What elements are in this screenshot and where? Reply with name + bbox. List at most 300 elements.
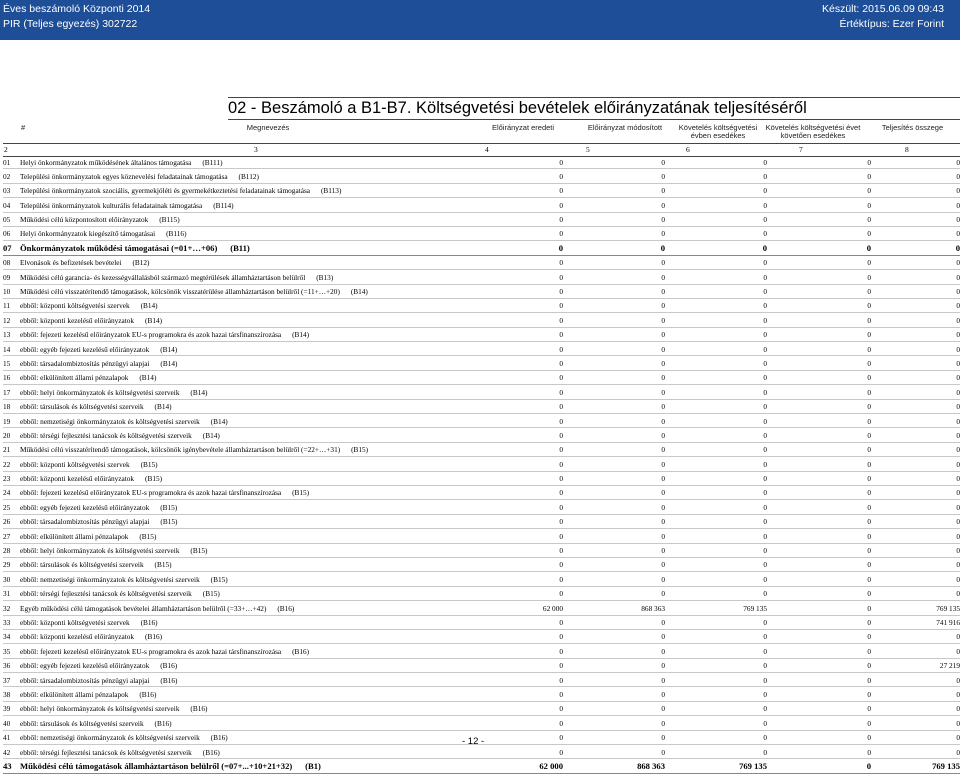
row-number: 24 <box>3 488 11 498</box>
row-label: ebből: egyéb fejezeti kezelésű előirányzatok (B16) <box>20 661 178 671</box>
row-label: ebből: központi költségvetési szervek (B15) <box>20 459 158 469</box>
table-column-headers <box>3 121 960 143</box>
row-number: 22 <box>3 459 11 469</box>
row-value: 0 <box>762 242 767 253</box>
row-label: ebből: elkülönített állami pénzalapok (B14) <box>20 373 157 383</box>
row-value: 0 <box>956 301 960 311</box>
row-value: 0 <box>558 242 563 253</box>
row-value: 0 <box>956 646 960 656</box>
row-label: Működési célú visszatérítendő támogatások, kölcsönök visszatérülése államháztartáson belülről (=11+…+20) (B14) <box>20 287 368 297</box>
row-value: 0 <box>661 330 665 340</box>
row-label: ebből: központi kezelésű előirányzatok (B16) <box>20 632 163 642</box>
row-number: 34 <box>3 632 11 642</box>
row-value: 0 <box>956 373 960 383</box>
row-value: 741 916 <box>936 618 960 627</box>
row-value: 0 <box>867 215 871 225</box>
row-number: 25 <box>3 502 11 512</box>
table-row <box>3 759 960 773</box>
row-label: ebből: társulások és költségvetési szerveik (B15) <box>20 560 172 570</box>
row-value: 868 363 <box>637 760 665 771</box>
col-name: Megnevezés <box>246 123 290 132</box>
row-value: 0 <box>559 459 563 469</box>
row-value: 0 <box>661 675 665 685</box>
table-row <box>3 702 960 716</box>
row-value: 0 <box>867 459 871 469</box>
report-entity: PIR (Teljes egyezés) 302722 <box>3 18 138 30</box>
row-label: Települési önkormányzatok egyes köznevelési feladatainak támogatása (B112) <box>20 171 259 181</box>
row-value: 0 <box>559 171 563 181</box>
row-value: 0 <box>763 474 767 484</box>
table-row <box>3 500 960 514</box>
table-row <box>3 745 960 759</box>
table-row <box>3 328 960 342</box>
row-value: 0 <box>763 402 767 412</box>
row-value: 0 <box>661 704 665 714</box>
row-label: ebből: egyéb fejezeti kezelésű előirányzatok (B14) <box>20 344 178 354</box>
row-value: 0 <box>661 358 665 368</box>
row-value: 0 <box>559 646 563 656</box>
row-value: 769 135 <box>743 603 767 613</box>
row-value: 0 <box>956 272 960 282</box>
row-value: 0 <box>559 272 563 282</box>
row-value: 0 <box>661 560 665 570</box>
row-value: 0 <box>559 373 563 383</box>
row-value: 0 <box>559 488 563 498</box>
row-number: 33 <box>3 618 11 627</box>
table-row <box>3 356 960 370</box>
row-value: 0 <box>559 445 563 455</box>
row-value: 0 <box>559 546 563 556</box>
row-value: 0 <box>661 402 665 412</box>
row-value: 0 <box>867 229 871 239</box>
row-value: 0 <box>661 258 665 268</box>
row-value: 0 <box>867 445 871 455</box>
row-number: 40 <box>3 718 11 728</box>
row-value: 0 <box>559 402 563 412</box>
row-number: 16 <box>3 373 11 383</box>
row-value: 0 <box>956 589 960 599</box>
col-teljesites: Teljesítés összege <box>881 123 944 132</box>
row-value: 0 <box>661 315 665 325</box>
table-row <box>3 385 960 399</box>
report-value-type: Értéktípus: Ezer Forint <box>839 18 944 30</box>
row-value: 0 <box>956 315 960 325</box>
table-row <box>3 529 960 543</box>
table-row <box>3 371 960 385</box>
row-label: ebből: központi kezelésű előirányzatok (B15) <box>20 474 163 484</box>
row-value: 0 <box>867 560 871 570</box>
row-label: ebből: társadalombiztosítás pénzügyi alapjai (B16) <box>20 675 178 685</box>
row-value: 0 <box>956 416 960 426</box>
title-bottom-rule <box>228 119 960 120</box>
row-value: 0 <box>661 661 665 671</box>
row-value: 0 <box>559 258 563 268</box>
row-value: 0 <box>956 358 960 368</box>
row-label: ebből: társulások és költségvetési szerveik (B16) <box>20 718 172 728</box>
row-value: 0 <box>763 704 767 714</box>
row-value: 0 <box>559 301 563 311</box>
row-number: 14 <box>3 344 11 354</box>
row-label: ebből: társadalombiztosítás pénzügyi alapjai (B15) <box>20 517 178 527</box>
row-value: 0 <box>956 330 960 340</box>
row-value: 0 <box>867 315 871 325</box>
row-value: 0 <box>867 416 871 426</box>
row-value: 0 <box>763 301 767 311</box>
row-value: 0 <box>559 315 563 325</box>
row-number: 37 <box>3 675 11 685</box>
row-value: 0 <box>867 301 871 311</box>
row-value: 0 <box>661 747 665 757</box>
row-number: 12 <box>3 315 11 325</box>
row-number: 35 <box>3 646 11 656</box>
report-header-bar <box>0 0 960 40</box>
row-label: ebből: társulások és költségvetési szerveik (B14) <box>20 402 172 412</box>
table-row <box>3 587 960 601</box>
row-value: 0 <box>661 373 665 383</box>
row-number: 23 <box>3 474 11 484</box>
row-value: 0 <box>867 603 871 613</box>
table-row <box>3 544 960 558</box>
row-value: 0 <box>867 661 871 671</box>
row-value: 0 <box>559 718 563 728</box>
row-value: 0 <box>661 733 665 743</box>
row-value: 0 <box>559 200 563 210</box>
table-row <box>3 285 960 299</box>
row-label: ebből: helyi önkormányzatok és költségvetési szerveik (B15) <box>20 546 208 556</box>
row-value: 0 <box>661 618 665 627</box>
row-value: 0 <box>956 747 960 757</box>
row-label: Elvonások és befizetések bevételei (B12) <box>20 258 150 268</box>
row-value: 0 <box>956 560 960 570</box>
row-value: 0 <box>763 646 767 656</box>
row-value: 62 000 <box>542 603 563 613</box>
row-value: 0 <box>867 747 871 757</box>
row-value: 0 <box>955 242 960 253</box>
row-value: 0 <box>763 287 767 297</box>
row-value: 0 <box>559 574 563 584</box>
row-value: 0 <box>956 488 960 498</box>
row-value: 0 <box>956 430 960 440</box>
col-number: 7 <box>799 145 803 154</box>
row-value: 0 <box>559 531 563 541</box>
row-value: 0 <box>867 171 871 181</box>
row-value: 0 <box>763 733 767 743</box>
row-label: ebből: elkülönített állami pénzalapok (B15) <box>20 531 157 541</box>
row-number: 15 <box>3 358 11 368</box>
row-value: 0 <box>661 200 665 210</box>
row-value: 0 <box>867 430 871 440</box>
row-value: 0 <box>559 186 563 196</box>
row-value: 0 <box>867 488 871 498</box>
row-value: 0 <box>763 272 767 282</box>
row-value: 0 <box>559 474 563 484</box>
table-body <box>3 155 960 774</box>
row-label: Helyi önkormányzatok működésének általános támogatása (B111) <box>20 157 223 167</box>
row-value: 0 <box>956 171 960 181</box>
report-name: Éves beszámoló Központi 2014 <box>3 3 151 15</box>
col-number: 4 <box>485 145 489 154</box>
row-value: 0 <box>763 258 767 268</box>
row-value: 0 <box>763 315 767 325</box>
col-modositott: Előirányzat módosított <box>587 123 663 132</box>
col-eredeti: Előirányzat eredeti <box>491 123 555 132</box>
row-number: 32 <box>3 603 11 613</box>
row-value: 0 <box>559 416 563 426</box>
row-value: 0 <box>956 402 960 412</box>
row-value: 0 <box>763 589 767 599</box>
row-value: 0 <box>867 344 871 354</box>
row-value: 0 <box>661 344 665 354</box>
row-number: 10 <box>3 287 11 297</box>
row-label: ebből: központi költségvetési szervek (B14) <box>20 301 158 311</box>
row-value: 0 <box>661 502 665 512</box>
row-number: 08 <box>3 258 11 268</box>
row-value: 0 <box>661 416 665 426</box>
row-value: 0 <box>867 704 871 714</box>
row-value: 0 <box>559 502 563 512</box>
table-row <box>3 227 960 241</box>
row-value: 0 <box>956 574 960 584</box>
row-value: 0 <box>661 488 665 498</box>
row-value: 0 <box>867 574 871 584</box>
row-label: ebből: elkülönített állami pénzalapok (B16) <box>20 689 157 699</box>
row-number: 04 <box>3 200 11 210</box>
row-value: 0 <box>867 502 871 512</box>
row-value: 0 <box>867 157 871 167</box>
row-value: 0 <box>559 675 563 685</box>
row-value: 0 <box>956 157 960 167</box>
row-value: 0 <box>956 229 960 239</box>
table-row <box>3 515 960 529</box>
col-number: 8 <box>905 145 909 154</box>
row-value: 0 <box>956 531 960 541</box>
row-label: ebből: helyi önkormányzatok és költségvetési szerveik (B16) <box>20 704 208 714</box>
row-value: 0 <box>661 718 665 728</box>
col-kovetelés-ev: Követelés költségvetési évben esedékes <box>678 123 758 140</box>
row-label: ebből: fejezeti kezelésű előirányzatok EU-s programokra és azok hazai társfinanszírozása (B16) <box>20 646 310 656</box>
row-value: 0 <box>956 474 960 484</box>
row-value: 0 <box>661 517 665 527</box>
row-value: 0 <box>763 430 767 440</box>
row-label: ebből: térségi fejlesztési tanácsok és költségvetési szerveik (B15) <box>20 589 220 599</box>
row-value: 0 <box>763 215 767 225</box>
row-value: 0 <box>867 718 871 728</box>
row-label: ebből: társadalombiztosítás pénzügyi alapjai (B14) <box>20 358 178 368</box>
row-number: 02 <box>3 171 11 181</box>
row-value: 0 <box>867 589 871 599</box>
row-value: 0 <box>661 301 665 311</box>
table-row <box>3 400 960 414</box>
row-value: 0 <box>763 200 767 210</box>
row-number: 09 <box>3 272 11 282</box>
title-top-rule <box>228 97 960 98</box>
row-label: Működési célú támogatások államháztartáson belülről (=07+...+10+21+32) (B1) <box>20 760 321 771</box>
row-value: 0 <box>956 387 960 397</box>
row-value: 0 <box>559 704 563 714</box>
row-value: 0 <box>661 474 665 484</box>
row-number: 06 <box>3 229 11 239</box>
row-value: 0 <box>763 416 767 426</box>
row-value: 0 <box>763 689 767 699</box>
row-value: 0 <box>661 272 665 282</box>
row-value: 0 <box>559 589 563 599</box>
row-value: 0 <box>956 689 960 699</box>
row-value: 0 <box>763 618 767 627</box>
row-value: 0 <box>559 430 563 440</box>
row-value: 0 <box>559 661 563 671</box>
row-value: 0 <box>867 675 871 685</box>
row-value: 0 <box>867 733 871 743</box>
table-row <box>3 198 960 212</box>
row-value: 0 <box>559 229 563 239</box>
row-value: 0 <box>559 560 563 570</box>
col-number: 2 <box>4 145 8 154</box>
row-number: 19 <box>3 416 11 426</box>
table-row <box>3 457 960 471</box>
row-label: ebből: fejezeti kezelésű előirányzatok EU-s programokra és azok hazai társfinanszírozása (B14) <box>20 330 310 340</box>
row-value: 0 <box>956 704 960 714</box>
row-label: Működési célú visszatérítendő támogatások, kölcsönök igénybevétele államháztartáson belülről (=22+…+31) (B15) <box>20 445 369 455</box>
row-number: 29 <box>3 560 11 570</box>
row-value: 0 <box>559 747 563 757</box>
row-value: 0 <box>867 200 871 210</box>
row-number: 43 <box>3 760 12 771</box>
row-number: 28 <box>3 546 11 556</box>
row-value: 0 <box>559 733 563 743</box>
row-value: 0 <box>956 215 960 225</box>
row-value: 0 <box>763 171 767 181</box>
row-number: 36 <box>3 661 11 671</box>
row-number: 17 <box>3 387 11 397</box>
row-value: 0 <box>661 171 665 181</box>
row-value: 0 <box>559 344 563 354</box>
row-value: 0 <box>661 186 665 196</box>
row-value: 0 <box>867 373 871 383</box>
row-number: 39 <box>3 704 11 714</box>
table-row <box>3 558 960 572</box>
row-value: 0 <box>867 330 871 340</box>
row-value: 0 <box>661 430 665 440</box>
row-value: 0 <box>867 402 871 412</box>
row-value: 0 <box>956 459 960 469</box>
row-label: ebből: nemzetiségi önkormányzatok és költségvetési szerveik (B16) <box>20 733 228 743</box>
row-label: Települési önkormányzatok kulturális feladatainak támogatása (B114) <box>20 200 234 210</box>
row-value: 0 <box>867 689 871 699</box>
row-value: 0 <box>956 344 960 354</box>
row-label: Működési célú garancia- és kezességvállalásból származó megtérülések államháztartáson belülről (B13) <box>20 272 334 282</box>
row-value: 0 <box>661 215 665 225</box>
row-value: 0 <box>866 760 871 771</box>
row-number: 18 <box>3 402 11 412</box>
row-value: 0 <box>763 186 767 196</box>
row-number: 42 <box>3 747 11 757</box>
table-row <box>3 256 960 270</box>
row-value: 0 <box>763 344 767 354</box>
row-value: 0 <box>763 358 767 368</box>
table-row <box>3 644 960 658</box>
row-value: 0 <box>867 531 871 541</box>
row-value: 0 <box>661 287 665 297</box>
row-number: 01 <box>3 157 11 167</box>
row-value: 0 <box>763 747 767 757</box>
table-row <box>3 443 960 457</box>
row-value: 0 <box>956 675 960 685</box>
table-row <box>3 241 960 255</box>
row-value: 0 <box>661 157 665 167</box>
row-label: ebből: nemzetiségi önkormányzatok és költségvetési szerveik (B15) <box>20 574 228 584</box>
row-value: 769 135 <box>932 760 960 771</box>
row-value: 0 <box>661 632 665 642</box>
row-value: 0 <box>763 373 767 383</box>
row-value: 0 <box>559 287 563 297</box>
report-created: Készült: 2015.06.09 09:43 <box>821 3 944 15</box>
row-number: 03 <box>3 186 11 196</box>
row-value: 0 <box>559 157 563 167</box>
row-value: 0 <box>661 589 665 599</box>
row-value: 0 <box>661 531 665 541</box>
row-value: 0 <box>763 531 767 541</box>
table-row <box>3 716 960 730</box>
row-value: 0 <box>763 157 767 167</box>
row-value: 0 <box>867 387 871 397</box>
row-value: 0 <box>956 517 960 527</box>
row-value: 0 <box>763 387 767 397</box>
row-value: 62 000 <box>539 760 563 771</box>
row-value: 0 <box>559 632 563 642</box>
table-row <box>3 155 960 169</box>
row-value: 0 <box>559 215 563 225</box>
row-number: 11 <box>3 301 11 311</box>
table-row <box>3 673 960 687</box>
row-number: 20 <box>3 430 11 440</box>
table-row <box>3 414 960 428</box>
row-value: 0 <box>763 661 767 671</box>
row-number: 41 <box>3 733 11 743</box>
table-row <box>3 313 960 327</box>
row-value: 27 219 <box>939 661 960 671</box>
table-row <box>3 299 960 313</box>
row-value: 0 <box>661 445 665 455</box>
row-label: ebből: térségi fejlesztési tanácsok és költségvetési szerveik (B16) <box>20 747 220 757</box>
row-label: Egyéb működési célú támogatások bevételei államháztartáson belülről (=33+…+42) (B16) <box>20 603 295 613</box>
row-label: ebből: központi költségvetési szervek (B16) <box>20 618 158 627</box>
col-hash: # <box>21 123 26 132</box>
row-value: 0 <box>559 618 563 627</box>
row-value: 0 <box>867 186 871 196</box>
table-row <box>3 472 960 486</box>
row-value: 0 <box>559 387 563 397</box>
row-value: 0 <box>763 459 767 469</box>
table-row <box>3 601 960 615</box>
table-row <box>3 270 960 284</box>
row-number: 38 <box>3 689 11 699</box>
row-value: 769 135 <box>739 760 767 771</box>
table-row <box>3 572 960 586</box>
row-value: 0 <box>956 287 960 297</box>
row-number: 21 <box>3 445 11 455</box>
row-value: 0 <box>763 517 767 527</box>
row-value: 0 <box>661 574 665 584</box>
table-row <box>3 486 960 500</box>
row-value: 0 <box>661 229 665 239</box>
row-number: 27 <box>3 531 11 541</box>
row-value: 0 <box>867 272 871 282</box>
row-value: 0 <box>956 258 960 268</box>
page-number: - 12 - <box>462 736 485 747</box>
row-value: 0 <box>867 546 871 556</box>
row-value: 0 <box>867 517 871 527</box>
table-row <box>3 342 960 356</box>
